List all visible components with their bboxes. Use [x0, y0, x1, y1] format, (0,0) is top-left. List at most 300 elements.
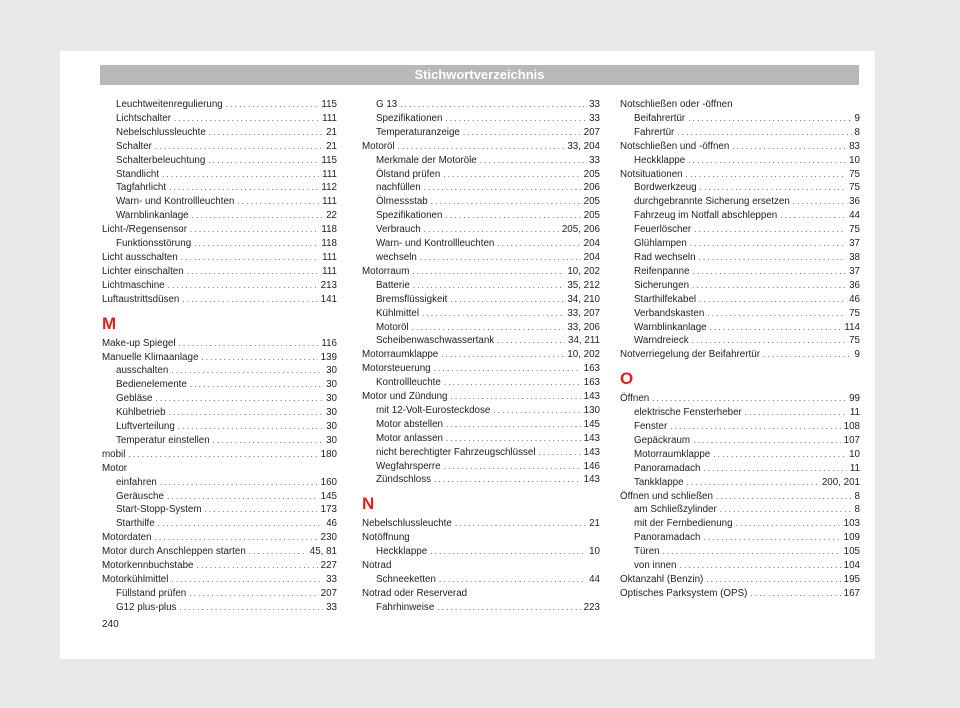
- leader-dots: [693, 434, 841, 448]
- leader-dots: [171, 573, 323, 587]
- entry-page-number: 37: [849, 238, 860, 250]
- entry-page-number: 143: [583, 432, 600, 444]
- entry-page-number: 111: [322, 265, 337, 277]
- index-subentry: [362, 293, 600, 307]
- index-subentry: [102, 392, 337, 406]
- entry-label: nicht berechtigter Fahrzeugschlüssel: [376, 446, 536, 458]
- leader-dots: [158, 517, 323, 531]
- entry-page-number: 30: [326, 407, 337, 419]
- leader-dots: [670, 420, 840, 434]
- leader-dots: [171, 364, 323, 378]
- entry-page-number: 213: [320, 279, 337, 291]
- entry-page-number: 75: [849, 224, 860, 236]
- entry-page-number: 163: [583, 377, 600, 389]
- leader-dots: [493, 404, 580, 418]
- entry-label: Motoröl: [376, 321, 409, 333]
- leader-dots: [707, 307, 846, 321]
- entry-page-number: 34, 211: [568, 335, 600, 347]
- leader-dots: [434, 362, 581, 376]
- entry-label: Füllstand prüfen: [116, 587, 187, 599]
- index-entry: [102, 573, 337, 587]
- index-subentry: [620, 434, 860, 448]
- entry-label: Warnblinkanlage: [634, 321, 707, 333]
- leader-dots: [703, 462, 846, 476]
- entry-label: Oktanzahl (Benzin): [620, 574, 704, 585]
- entry-page-number: 30: [326, 393, 337, 405]
- entry-label: Nebelschlussleuchte: [362, 518, 452, 530]
- entry-label: Schneeketten: [376, 574, 436, 585]
- entry-page-number: 227: [320, 560, 337, 572]
- entry-page-number: 206: [583, 182, 600, 194]
- index-column-2: [362, 98, 600, 615]
- index-subentry: [102, 209, 337, 223]
- entry-page-number: 205, 206: [561, 224, 600, 236]
- entry-page-number: 173: [320, 504, 337, 516]
- leader-dots: [692, 334, 846, 348]
- index-subentry: [102, 181, 337, 195]
- entry-label: Türen: [634, 546, 660, 558]
- entry-label: mit 12-Volt-Eurosteckdose: [376, 404, 491, 416]
- entry-page-number: 83: [849, 140, 860, 152]
- index-letter-heading: N: [362, 494, 375, 514]
- entry-label: Motorraum: [362, 265, 410, 277]
- leader-dots: [179, 337, 319, 351]
- leader-dots: [179, 601, 323, 615]
- entry-page-number: 112: [321, 182, 337, 194]
- entry-page-number: 45, 81: [309, 546, 337, 558]
- entry-label: Temperatur einstellen: [116, 434, 210, 446]
- entry-page-number: 33, 206: [567, 321, 600, 333]
- index-entry: [620, 168, 860, 182]
- index-subentry: [102, 364, 337, 378]
- index-entry: [102, 293, 337, 307]
- entry-page-number: 109: [843, 532, 860, 544]
- entry-label: G 13: [376, 99, 398, 110]
- index-subentry: [102, 601, 337, 615]
- leader-dots: [677, 126, 851, 140]
- index-entry: [102, 223, 337, 237]
- entry-label: Fenster: [634, 421, 668, 433]
- index-entry: [620, 98, 860, 112]
- entry-page-number: 9: [854, 112, 860, 124]
- leader-dots: [497, 334, 565, 348]
- index-subentry: [362, 154, 600, 168]
- entry-page-number: 145: [320, 490, 337, 502]
- index-entry: [102, 531, 337, 545]
- index-subentry: [620, 223, 860, 237]
- leader-dots: [443, 168, 580, 182]
- entry-page-number: 143: [583, 391, 600, 403]
- index-subentry: [362, 573, 600, 587]
- entry-page-number: 34, 210: [567, 293, 600, 305]
- entry-label: Motor abstellen: [376, 418, 443, 430]
- leader-dots: [190, 378, 323, 392]
- entry-label: Motorkühlmittel: [102, 574, 169, 585]
- entry-label: nachfüllen: [376, 182, 421, 194]
- entry-page-number: 21: [589, 518, 600, 530]
- index-entry: [102, 251, 337, 265]
- entry-page-number: 167: [843, 587, 860, 599]
- index-subentry: [102, 587, 337, 601]
- entry-page-number: 111: [322, 168, 337, 180]
- leader-dots: [201, 351, 317, 365]
- index-subentry: [102, 154, 337, 168]
- entry-page-number: 11: [849, 407, 860, 419]
- entry-page-number: 8: [854, 504, 860, 516]
- entry-page-number: 35, 212: [567, 279, 600, 291]
- index-subentry: [362, 98, 600, 112]
- entry-page-number: 30: [326, 434, 337, 446]
- leader-dots: [713, 448, 846, 462]
- index-subentry: [362, 321, 600, 335]
- index-entry: [362, 265, 600, 279]
- index-subentry: [102, 406, 337, 420]
- index-subentry: [362, 404, 600, 418]
- entry-label: Wegfahrsperre: [376, 460, 441, 472]
- index-subentry: [620, 209, 860, 223]
- entry-label: Bremsflüssigkeit: [376, 293, 448, 305]
- entry-page-number: 33: [589, 99, 600, 110]
- index-subentry: [102, 195, 337, 209]
- leader-dots: [688, 154, 846, 168]
- index-entry: [362, 140, 600, 154]
- entry-label: Kontrollleuchte: [376, 377, 441, 389]
- leader-dots: [156, 392, 324, 406]
- index-subentry: [102, 126, 337, 140]
- index-subentry: [620, 462, 860, 476]
- leader-dots: [703, 531, 840, 545]
- leader-dots: [720, 503, 852, 517]
- entry-label: Bedienelemente: [116, 379, 187, 391]
- entry-page-number: 143: [583, 474, 600, 486]
- leader-dots: [192, 209, 323, 223]
- leader-dots: [412, 265, 564, 279]
- index-letter-heading: O: [620, 369, 634, 389]
- leader-dots: [686, 168, 846, 182]
- leader-dots: [763, 348, 852, 362]
- leader-dots: [190, 223, 318, 237]
- entry-label: wechseln: [376, 251, 417, 263]
- index-entry: [620, 392, 860, 406]
- leader-dots: [169, 181, 318, 195]
- leader-dots: [430, 545, 586, 559]
- leader-dots: [178, 420, 323, 434]
- leader-dots: [194, 237, 318, 251]
- entry-page-number: 33: [589, 154, 600, 166]
- leader-dots: [652, 392, 846, 406]
- leader-dots: [444, 376, 581, 390]
- leader-dots: [750, 587, 840, 601]
- leader-dots: [680, 559, 841, 573]
- index-subentry: [620, 112, 860, 126]
- index-subentry: [620, 334, 860, 348]
- entry-page-number: 75: [849, 307, 860, 319]
- page-number: 240: [102, 619, 119, 630]
- entry-label: Nebelschlussleuchte: [116, 126, 206, 138]
- entry-label: Merkmale der Motoröle: [376, 154, 477, 166]
- entry-label: Starthilfe: [116, 518, 155, 530]
- entry-page-number: 141: [320, 293, 337, 305]
- entry-label: Batterie: [376, 279, 410, 291]
- index-subentry: [620, 517, 860, 531]
- index-subentry: [362, 473, 600, 487]
- entry-label: mobil: [102, 448, 126, 460]
- entry-label: Lichter einschalten: [102, 265, 184, 277]
- entry-page-number: 107: [843, 434, 860, 446]
- index-subentry: [362, 209, 600, 223]
- entry-label: Manuelle Klimaanlage: [102, 351, 199, 363]
- leader-dots: [226, 98, 319, 112]
- entry-page-number: 11: [849, 462, 860, 474]
- entry-label: Motorsteuerung: [362, 363, 431, 375]
- index-subentry: [362, 334, 600, 348]
- entry-page-number: 111: [322, 251, 337, 263]
- index-subentry: [620, 448, 860, 462]
- index-subentry: [362, 279, 600, 293]
- entry-page-number: 75: [849, 335, 860, 347]
- entry-label: Öffnen: [620, 393, 650, 405]
- index-subentry: [362, 446, 600, 460]
- entry-label: Motorraumklappe: [362, 349, 439, 361]
- entry-page-number: 207: [583, 126, 600, 138]
- leader-dots: [424, 223, 559, 237]
- index-subentry: [362, 601, 600, 615]
- index-subentry: [620, 293, 860, 307]
- entry-label: mit der Fernbedienung: [634, 518, 733, 530]
- entry-page-number: 36: [849, 279, 860, 291]
- entry-page-number: 37: [849, 265, 860, 277]
- entry-page-number: 75: [849, 168, 860, 180]
- leader-dots: [434, 473, 581, 487]
- entry-page-number: 205: [583, 196, 600, 208]
- entry-page-number: 21: [326, 140, 337, 152]
- leader-dots: [249, 545, 307, 559]
- entry-label: Fahrertür: [634, 126, 675, 138]
- entry-page-number: 8: [854, 490, 860, 502]
- entry-label: Schalter: [116, 140, 152, 152]
- leader-dots: [431, 195, 581, 209]
- entry-label: Luftaustrittsdüsen: [102, 293, 180, 305]
- leader-dots: [710, 321, 842, 335]
- index-subentry: [102, 237, 337, 251]
- entry-label: Leuchtweitenregulierung: [116, 99, 223, 110]
- leader-dots: [437, 601, 580, 615]
- entry-label: Panoramadach: [634, 462, 701, 474]
- entry-page-number: 204: [583, 238, 600, 250]
- entry-page-number: 33: [326, 574, 337, 585]
- index-entry: [102, 462, 337, 476]
- entry-label: Notverriegelung der Beifahrertür: [620, 349, 760, 361]
- entry-label: Sicherungen: [634, 279, 690, 291]
- index-entry: [620, 573, 860, 587]
- index-subentry: [102, 112, 337, 126]
- leader-dots: [687, 476, 819, 490]
- entry-page-number: 103: [843, 518, 860, 530]
- entry-page-number: 9: [854, 349, 860, 361]
- leader-dots: [413, 279, 565, 293]
- index-entry: [102, 265, 337, 279]
- entry-label: Fahrzeug im Notfall abschleppen: [634, 210, 778, 222]
- entry-label: ausschalten: [116, 365, 169, 377]
- entry-page-number: 10: [849, 448, 860, 460]
- leader-dots: [690, 237, 846, 251]
- entry-page-number: 33, 207: [567, 307, 600, 319]
- entry-label: Glühlampen: [634, 238, 687, 250]
- index-subentry: [620, 321, 860, 335]
- index-subentry: [362, 376, 600, 390]
- leader-dots: [445, 112, 586, 126]
- leader-dots: [732, 140, 846, 154]
- index-subentry: [102, 378, 337, 392]
- entry-page-number: 116: [321, 337, 337, 349]
- entry-page-number: 10: [849, 154, 860, 166]
- entry-label: Reifenpanne: [634, 265, 690, 277]
- leader-dots: [155, 531, 318, 545]
- entry-label: Motorraumklappe: [634, 448, 711, 460]
- leader-dots: [780, 209, 846, 223]
- leader-dots: [169, 406, 324, 420]
- entry-page-number: 204: [583, 251, 600, 263]
- entry-page-number: 163: [583, 363, 600, 375]
- entry-page-number: 75: [849, 182, 860, 194]
- entry-page-number: 111: [322, 112, 337, 124]
- index-subentry: [620, 406, 860, 420]
- entry-label: Notöffnung: [362, 532, 410, 544]
- entry-page-number: 36: [849, 196, 860, 208]
- index-entry: [362, 517, 600, 531]
- entry-page-number: 111: [322, 196, 337, 208]
- entry-label: durchgebrannte Sicherung ersetzen: [634, 196, 790, 208]
- entry-label: Notrad: [362, 560, 392, 572]
- index-subentry: [620, 265, 860, 279]
- entry-label: Optisches Parksystem (OPS): [620, 587, 748, 599]
- entry-page-number: 130: [583, 404, 600, 416]
- index-subentry: [620, 251, 860, 265]
- entry-page-number: 46: [326, 518, 337, 530]
- entry-label: Panoramadach: [634, 532, 701, 544]
- entry-label: einfahren: [116, 476, 157, 488]
- leader-dots: [699, 293, 846, 307]
- entry-label: Motor und Zündung: [362, 391, 448, 403]
- entry-page-number: 104: [843, 560, 860, 572]
- entry-label: Ölstand prüfen: [376, 168, 441, 180]
- index-entry: [620, 587, 860, 601]
- entry-page-number: 10, 202: [567, 265, 600, 277]
- leader-dots: [444, 460, 581, 474]
- index-subentry: [620, 503, 860, 517]
- leader-dots: [420, 251, 581, 265]
- index-subentry: [102, 517, 337, 531]
- entry-page-number: 99: [849, 393, 860, 405]
- entry-page-number: 21: [326, 126, 337, 138]
- entry-label: Bordwerkzeug: [634, 182, 697, 194]
- entry-page-number: 200, 201: [821, 476, 860, 488]
- leader-dots: [422, 307, 564, 321]
- leader-dots: [480, 154, 586, 168]
- index-subentry: [102, 168, 337, 182]
- entry-page-number: 33: [589, 112, 600, 124]
- entry-label: Notschließen und -öffnen: [620, 140, 730, 152]
- entry-page-number: 115: [321, 99, 337, 110]
- index-subentry: [620, 279, 860, 293]
- index-subentry: [102, 434, 337, 448]
- index-column-3: [620, 98, 860, 601]
- entry-label: Starthilfekabel: [634, 293, 697, 305]
- entry-page-number: 38: [849, 251, 860, 263]
- leader-dots: [716, 490, 852, 504]
- entry-label: Licht ausschalten: [102, 251, 178, 263]
- leader-dots: [441, 348, 564, 362]
- entry-label: Temperaturanzeige: [376, 126, 460, 138]
- entry-label: Feuerlöscher: [634, 224, 692, 236]
- index-subentry: [362, 418, 600, 432]
- entry-label: Geräusche: [116, 490, 164, 502]
- leader-dots: [463, 126, 581, 140]
- leader-dots: [182, 293, 317, 307]
- leader-dots: [412, 321, 565, 335]
- index-subentry: [362, 168, 600, 182]
- entry-page-number: 30: [326, 365, 337, 377]
- entry-page-number: 118: [321, 238, 337, 250]
- leader-dots: [745, 406, 847, 420]
- entry-label: Heckklappe: [376, 546, 428, 558]
- entry-page-number: 223: [583, 601, 600, 613]
- index-entry: [362, 390, 600, 404]
- leader-dots: [663, 545, 841, 559]
- entry-page-number: 114: [844, 321, 860, 333]
- entry-label: Notrad oder Reserverad: [362, 587, 468, 599]
- index-subentry: [362, 432, 600, 446]
- entry-label: Schalterbeleuchtung: [116, 154, 206, 166]
- entry-label: Ölmessstab: [376, 196, 428, 208]
- index-subentry: [362, 112, 600, 126]
- leader-dots: [450, 293, 564, 307]
- entry-page-number: 44: [849, 210, 860, 222]
- entry-page-number: 230: [320, 532, 337, 544]
- index-subentry: [620, 237, 860, 251]
- index-entry: [102, 279, 337, 293]
- index-subentry: [620, 126, 860, 140]
- index-subentry: [102, 490, 337, 504]
- index-subentry: [620, 531, 860, 545]
- entry-label: Warn- und Kontrollleuchten: [116, 196, 235, 208]
- entry-label: Rad wechseln: [634, 251, 696, 263]
- leader-dots: [497, 237, 580, 251]
- entry-label: Motor durch Anschleppen starten: [102, 546, 246, 558]
- entry-label: Notsituationen: [620, 168, 683, 180]
- leader-dots: [181, 251, 319, 265]
- leader-dots: [694, 223, 846, 237]
- leader-dots: [446, 432, 581, 446]
- index-subentry: [620, 476, 860, 490]
- entry-label: Start-Stopp-System: [116, 504, 202, 516]
- leader-dots: [692, 279, 846, 293]
- entry-label: G12 plus-plus: [116, 601, 177, 613]
- entry-label: Spezifikationen: [376, 210, 443, 222]
- entry-label: Gepäckraum: [634, 434, 691, 446]
- index-letter-heading: M: [102, 313, 117, 333]
- entry-label: von innen: [634, 560, 677, 572]
- leader-dots: [706, 573, 840, 587]
- entry-label: elektrische Fensterheber: [634, 407, 742, 419]
- index-subentry: [362, 195, 600, 209]
- entry-label: am Schließzylinder: [634, 504, 717, 516]
- entry-page-number: 195: [843, 574, 860, 585]
- entry-label: Standlicht: [116, 168, 160, 180]
- leader-dots: [398, 140, 565, 154]
- index-subentry: [620, 545, 860, 559]
- entry-label: Kühlbetrieb: [116, 407, 166, 419]
